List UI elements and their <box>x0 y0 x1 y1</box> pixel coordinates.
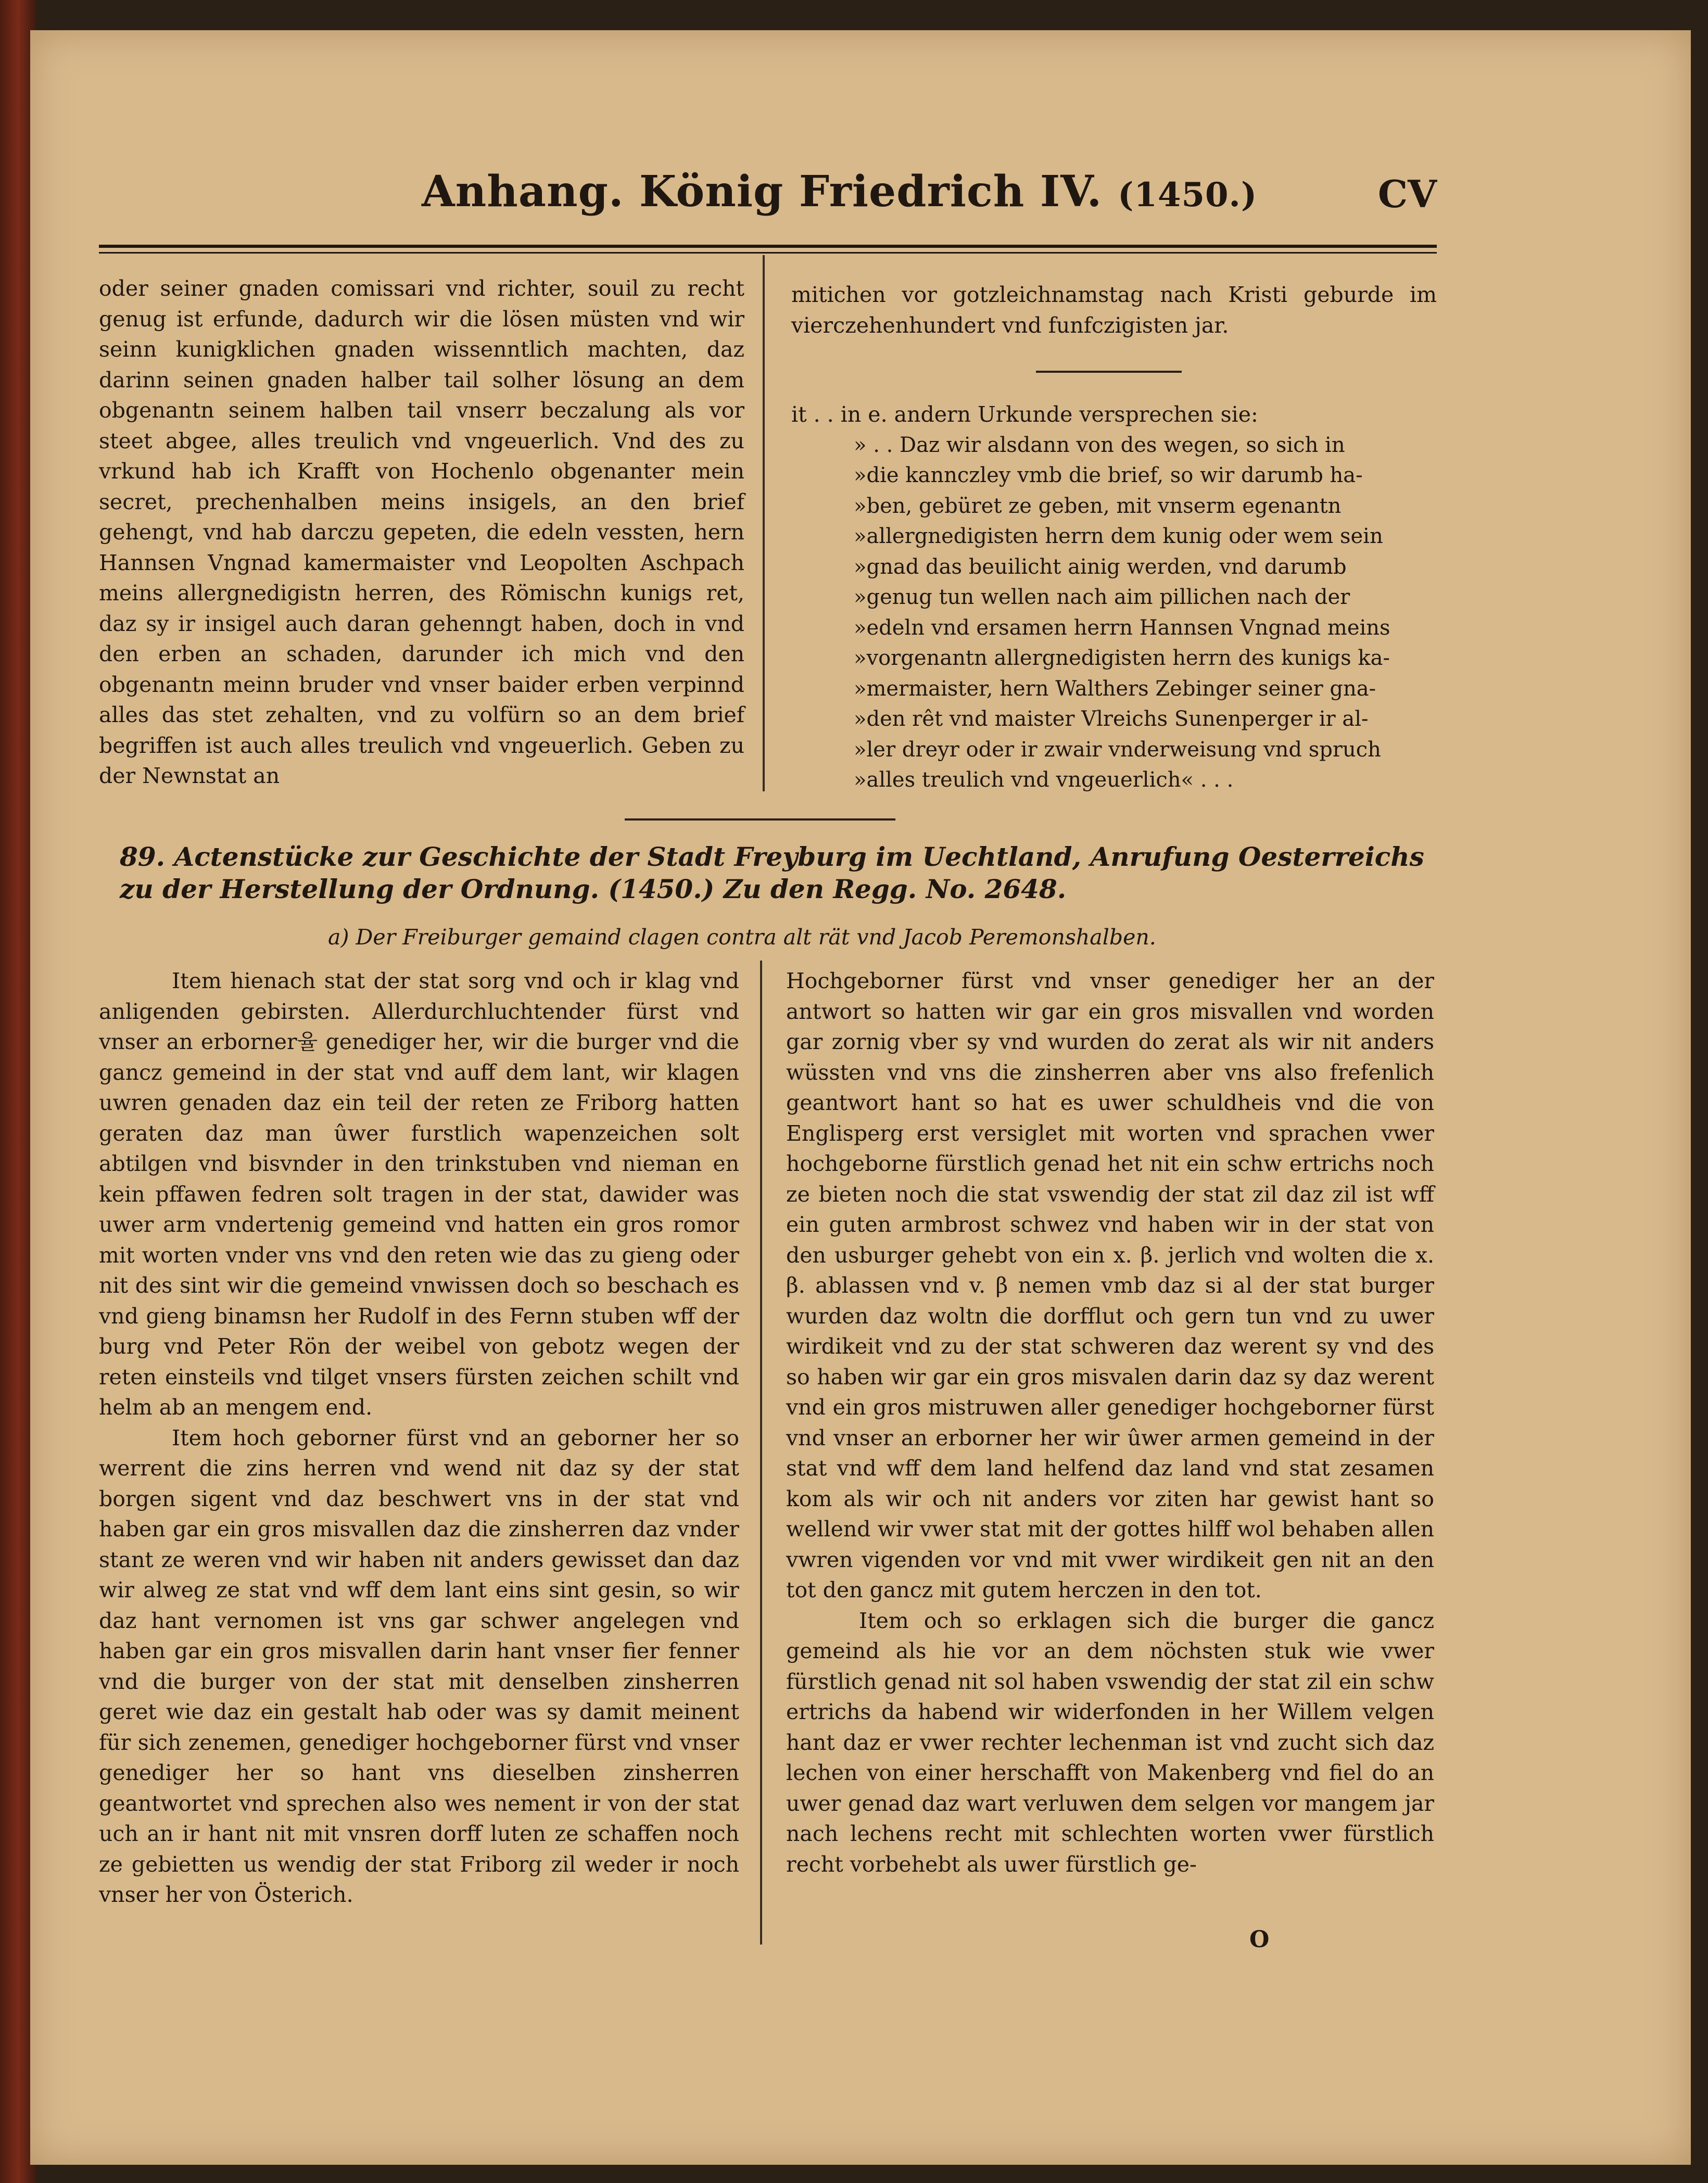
running-title-text: Anhang. König Friedrich IV. <box>422 167 1103 217</box>
bottom-left-column <box>99 966 739 1910</box>
running-title-year: (1450.) <box>1118 175 1258 214</box>
quote-line: » . . Daz wir alsdann von des wegen, so sich in <box>854 433 1345 457</box>
header-rule <box>99 245 1437 254</box>
section-separator <box>625 818 895 821</box>
page-number: CV <box>1377 172 1437 216</box>
quote-line: »die kannczley vmb die brief, so wir darumb ha- <box>854 463 1363 487</box>
running-title <box>422 167 1257 217</box>
signature-mark: O <box>1249 1926 1270 1953</box>
section-subheading: a) Der Freiburger gemaind clagen contra alt rät vnd Jacob Peremonshalben. <box>328 925 1156 950</box>
bottom-right-paragraph: Item och so erklagen sich die burger die gancz gemeind als hie vor an dem nöchsten stuk wie vwer fürstlich genad nit sol haben vswendig der stat zil ein schw ertrichs da habend wir widerfonden in her Willem velgen hant daz er vwer rechter lechenman ist vnd zucht sich daz lechen von einer herschafft von Makenberg vnd fiel do an uwer genad daz wart verluwen dem selgen vor mangem jar nach lechens recht mit schlechten worten vwer fürstlich recht vorbehebt als uwer fürstlich ge- <box>786 1608 1434 1877</box>
quote-line: »ben, gebüret ze geben, mit vnserm egenantn <box>854 494 1342 518</box>
bottom-right-column <box>786 966 1434 1879</box>
column-divider-top <box>763 255 765 791</box>
page-header <box>99 156 1437 229</box>
quote-block <box>791 430 1437 796</box>
quote-line: »allergnedigisten herrn dem kunig oder wem sein <box>854 524 1383 548</box>
quote-line: »alles treulich vnd vngeuerlich« . . . <box>854 768 1234 792</box>
bottom-left-paragraph: Item hoch geborner fürst vnd an geborner her so werrent die zins herren vnd wend nit daz sy der stat borgen sigent vnd daz beschwert vns in der stat vnd haben gar ein gros misvallen daz die zinsherren daz vnder stant ze weren vnd wir haben nit anders gewisset dan daz wir alweg ze stat vnd wff dem lant eins sint gesin, so wir daz hant vernomen ist vns gar schwer angelegen vnd haben gar ein gros misvallen darin hant vnser fier fenner vnd die burger von der stat mit denselben zinsherren geret wie daz ein gestalt hab oder was sy damit meinent für sich zenemen, genediger hochgeborner fürst vnd vnser genediger her so hant vns dieselben zinsherren geantwortet vnd sprechen also wes nement ir von der stat uch an ir hant nit mit vnsren dorff luten ze schaffen noch ze gebietten us wendig der stat Friborg zil weder ir noch vnser her von Österich. <box>99 1425 739 1907</box>
quote-line: »ler dreyr oder ir zwair vnderweisung vnd spruch <box>854 737 1381 762</box>
top-left-column <box>99 273 744 791</box>
top-left-paragraph: oder seiner gnaden comissari vnd richter, souil zu recht genug ist erfunde, dadurch wir die lösen müsten vnd wir seinn kunigklichen gnaden wissenntlich machten, daz darinn seinen gnaden halber tail solher lösung an dem obgenantn seinem halben tail vnserr beczalung als vor steet abgee, alles treulich vnd vngeuerlich. Vnd des zu vrkund hab ich Krafft von Hochenlo obgenanter mein secret, prechenhalben meins insigels, an den brief gehengt, vnd hab darczu gepeten, die edeln vessten, hern Hannsen Vngnad kamermaister vnd Leopolten Aschpach meins allergnedigistn herren, des Römischn kunigs ret, daz sy ir insigel auch daran gehenngt haben, doch in vnd den erben an schaden, darunder ich mich vnd den obgenantn meinn bruder vnd vnser baider erben verpinnd alles das stet zehalten, vnd zu volfürn so an dem brief begriffen ist auch alles treulich vnd vngeuerlich. Geben zu der Newnstat an <box>99 276 744 788</box>
quote-line: »den rêt vnd maister Vlreichs Sunenperger ir al- <box>854 707 1369 731</box>
short-divider-rule <box>1036 371 1182 373</box>
date-paragraph: mitichen vor gotzleichnamstag nach Kristi geburde im vierczehenhundert vnd funfczigisten jar. <box>791 282 1437 338</box>
quote-line: »gnad das beuilicht ainig werden, vnd darumb <box>854 554 1347 579</box>
quote-line: »edeln vnd ersamen herrn Hannsen Vngnad meins <box>854 615 1390 640</box>
bottom-left-paragraph: Item hienach stat der stat sorg vnd och ir klag vnd anligenden gebirsten. Allerdurchluchtender fürst vnd vnser an erborner율 genediger her, wir die burger vnd die gancz gemeind in der stat vnd auff dem lant, wir klagen uwren genaden daz ein teil der reten ze Friborg hatten geraten daz man ûwer furstlich wapenzeichen solt abtilgen vnd bisvnder in den trinkstuben vnd nieman en kein pffawen fedren solt tragen in der stat, dawider was uwer arm vndertenig gemeind vnd hatten ein gros romor mit worten vnder vns vnd den reten wie das zu gieng oder nit des sint wir die gemeind vnwissen doch so beschach es vnd gieng binamsn her Rudolf in des Fernn stuben wff der burg vnd Peter Rön der weibel von gebotz wegen der reten einsteils vnd tilget vnsers fürsten zeichen schilt vnd helm ab an mengem end. <box>99 968 739 1420</box>
note-block <box>791 399 1437 796</box>
quote-line: »genug tun wellen nach aim pillichen nach der <box>854 585 1350 609</box>
quote-line: »vorgenantn allergnedigisten herrn des kunigs ka- <box>854 646 1390 670</box>
top-right-column <box>791 280 1437 340</box>
quote-line: »mermaister, hern Walthers Zebinger seiner gna- <box>854 676 1376 701</box>
section-heading: 89. Actenstücke zur Geschichte der Stadt Freyburg im Uechtland, Anrufung Oesterreichs zu der Herstellung der Ordnung. (1450.) Zu den Regg. No. 2648. <box>120 841 1424 904</box>
note-intro: it . . in e. andern Urkunde versprechen sie: <box>791 402 1258 427</box>
column-divider-bottom <box>760 961 762 1945</box>
bottom-right-paragraph: Hochgeborner fürst vnd vnser genediger her an der antwort so hatten wir gar ein gros misvallen vnd worden gar zornig vber sy vnd wurden do zerat als wir nit anders wüssten vnd vns die zinsherren aber vns also frefenlich geantwort hant so hat es uwer schuldheis vnd die von Englisperg erst versiglet mit worten vnd sprachen vwer hochgeborne fürstlich genad het nit ein schw ertrichs noch ze bieten noch die stat vswendig der stat zil daz zil ist wff ein guten armbrost schwez vnd haben wir in der stat von den usburger gehebt von ein x. β. jerlich vnd wolten die x. β. ablassen vnd v. β nemen vmb daz si al der stat burger wurden daz woltn die dorfflut och gern tun vnd zu uwer wirdikeit vnd zu der stat schweren daz werent sy vnd des so haben wir gar ein gros misvalen darin daz sy daz werent vnd ein gros mistruwen aller genediger hochgeborner fürst vnd vnser an erborner her wir ûwer armen gemeind in der stat vnd wff dem land helfend daz land vnd stat zesamen kom als wir och nit anders vor ziten har gewist hant so wellend wir vwer stat mit der gottes hilff wol behaben allen vwren vigenden vor vnd mit vwer wirdikeit gen nit an den tot den gancz mit gutem herczen in den tot. <box>786 968 1434 1602</box>
